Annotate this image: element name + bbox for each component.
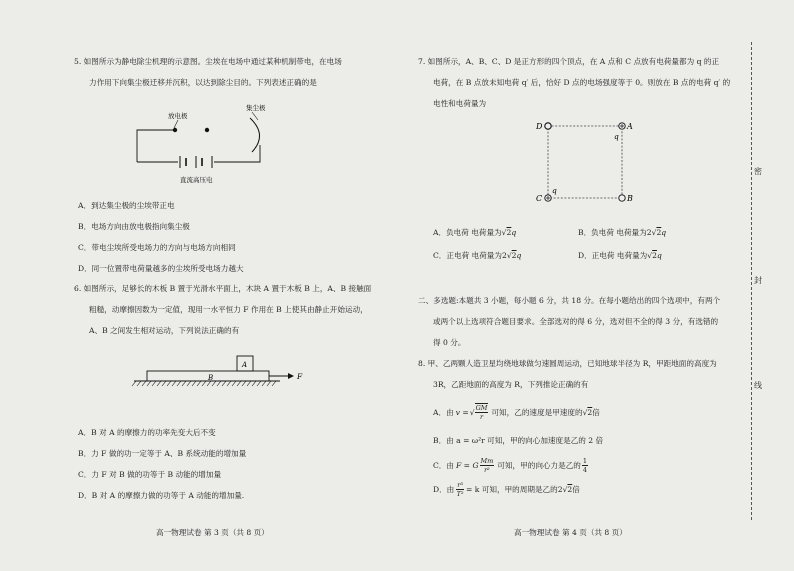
ground-hatch-line [137,381,141,386]
sqrt-symbol: √ [647,251,653,260]
ground-hatch-line [192,381,196,386]
ground-hatch-line [162,381,166,386]
ground-hatch-line [252,381,256,386]
ground-hatch-line [272,381,276,386]
q7-d-root: 2 [652,251,657,260]
q7-b-root: 2 [656,228,662,237]
section2-line1: 二、多选题:本题共 3 小题，每小题 6 分，共 18 分。在每小题给出的四个选项中，有两个 [418,296,721,305]
right-page [397,0,794,571]
q5-option-c: C．带电尘埃所受电场力的方向与电场方向相同 [78,243,236,252]
q7-line3: 电性和电荷量为 [433,99,487,108]
q6-line1: 6. 如图所示，足够长的木板 B 置于光滑水平面上，木块 A 置于木板 B 上，A、B 接触面 [74,284,372,293]
ground-hatch-line [177,381,181,386]
q8-option-b: B．由 a = ω²r 可知，甲的向心加速度是乙的 2 倍 [433,436,604,445]
q5-option-d: D．同一位置带电荷量越多的尘埃所受电场力越大 [78,264,244,273]
power-supply-label: 直流高压电 [180,176,213,184]
ground-hatch-line [147,381,151,386]
q7-line1: 7. 如图所示，A、B、C、D 是正方形的四个顶点，在 A 点和 C 点放有电荷量都为 q 的正 [418,57,720,66]
ground-hatch-line [202,381,206,386]
label-b: B [627,194,633,203]
ground-hatch-line [257,381,261,386]
q7-line2: 电荷，在 B 点放未知电荷 q′ 后，恰好 D 点的电场强度等于 0。则放在 B 点的电荷 q′ 的 [433,78,731,87]
margin-label-feng: 封 [754,276,762,285]
binding-dashed-line [751,42,752,520]
q8-c-num: Mm [480,456,494,465]
q7-c-coef: 2 [501,251,507,260]
q8-c-pre: C．由 [433,460,454,470]
sqrt-symbol: √ [506,251,512,260]
ground-hatch-line [142,381,146,386]
point-d [545,123,551,129]
q8-c-lhs: F = G [456,460,479,470]
collector-electrode-label: 集尘极 [246,104,266,112]
board-b-label: B [208,374,214,382]
q8-d-pre: D．由 [433,484,455,494]
q8-a-root: 2 [587,407,593,417]
q8-d-den: T² [456,489,464,498]
ground-hatch-line [157,381,161,386]
q8-a-fraction [475,403,489,421]
q8-option-a [433,399,600,425]
q8-d-tail: 倍 [572,484,580,494]
ground-hatch-line [167,381,171,386]
ground-hatch-line [172,381,176,386]
point-b [619,195,625,201]
sqrt-symbol: √ [582,407,588,417]
q5-option-a: A．到达集尘极的尘埃带正电 [78,201,175,210]
q8-d-mid: = k 可知，甲的周期是乙的 [466,484,558,494]
q6-line2: 粗糙，动摩擦因数为一定值，现用一水平恒力 F 作用在 B 上使其由静止开始运动， [89,305,368,314]
q8-a-den: r [479,413,484,421]
discharge-electrode-label: 放电极 [168,112,188,120]
q7-a-prefix: A．负电荷 电荷量为 [433,228,502,237]
q7-option-d [578,251,662,261]
q8-c-result-fraction [582,457,588,474]
q5-line1: 5. 如图所示为静电除尘机理的示意图。尘埃在电场中通过某种机制带电，在电场 [74,57,342,66]
q6-option-c: C．力 F 对 B 做的功等于 B 动能的增加量 [78,470,222,479]
ground-hatch-line [227,381,231,386]
sqrt-symbol: √ [562,484,568,494]
q7-c-prefix: C．正电荷 电荷量为 [433,251,502,260]
q8-c-den: r² [484,465,490,474]
label-d: D [536,122,543,131]
q7-a-suffix: q [511,228,517,237]
ground-hatch-line [197,381,201,386]
ground-hatch-line [267,381,271,386]
margin-label-xian: 线 [754,381,762,390]
q7-b-suffix: q [661,228,667,237]
q7-c-suffix: q [516,251,522,260]
margin-label-mi: 密 [754,167,762,176]
ground-hatch-line [182,381,186,386]
ground-hatch-line [247,381,251,386]
ground-hatch-line [262,381,266,386]
label-a: A [627,122,633,131]
q8-c-fraction [480,457,495,474]
section2-line2: 或两个以上选项符合题目要求。全部选对的得 6 分，选对但不全的得 3 分，有选错的 [433,317,719,326]
ground-hatch-line [187,381,191,386]
sqrt-symbol: √ [651,228,657,237]
q8-a-tail: 倍 [592,407,600,417]
ground-hatch-line [237,381,241,386]
q6-option-d: D．B 对 A 的摩擦力做的功等于 A 动能的增加量. [78,491,245,500]
sqrt-symbol: √ [469,407,475,417]
q6-option-b: B．力 F 做的功一定等于 A、B 系统动能的增加量 [78,449,247,458]
right-page-footer: 高一物理试卷 第 4 页（共 8 页） [514,528,627,537]
q7-d-suffix: q [656,251,662,260]
q6-option-a: A．B 对 A 的摩擦力的功率先变大后不变 [78,428,216,437]
sqrt-symbol: √ [501,228,507,237]
q8-a-post: 可知，乙的速度是甲速度的 [491,407,583,417]
q7-b-coef: 2 [646,228,652,237]
q8-line2: 3R，乙距地面的高度为 R，下列推论正确的有 [433,380,589,389]
q8-a-lhs: v = [455,407,469,417]
ground-hatch-line [217,381,221,386]
q7-c-root: 2 [511,251,517,260]
left-page-footer: 高一物理试卷 第 3 页（共 8 页） [156,528,269,537]
ground-hatch-line [242,381,246,386]
q8-line1: 8. 甲、乙两颗人造卫星均绕地球做匀速圆周运动，已知地球半径为 R，甲距地面的高度为 [418,359,717,368]
q7-option-b [578,228,666,238]
q7-a-root: 2 [506,228,512,237]
q6-board-block-diagram [130,350,310,395]
q7-b-prefix: B．负电荷 电荷量为 [578,228,647,237]
q8-d-coef: 2 [557,484,563,494]
q6-line3: A、B 之间发生相对运动，下列说法正确的有 [89,326,240,335]
q8-a-pre: A．由 [433,407,454,417]
q7-square-diagram [534,116,644,208]
q7-d-prefix: D．正电荷 电荷量为 [578,251,648,260]
q8-a-num: GM [475,404,488,412]
q8-option-c [433,453,588,477]
q8-d-root: 2 [567,484,573,494]
q5-line2: 力作用下向集尘极迁移并沉积，以达到除尘目的。下列表述正确的是 [89,78,317,87]
q8-option-d [433,477,580,501]
ground-hatch-line [152,381,156,386]
ground-hatch-line [222,381,226,386]
q7-option-c [433,251,521,261]
label-qc: q [552,186,557,195]
section2-line3: 得 0 分。 [433,338,466,347]
force-f-label: F [297,372,303,381]
ground-hatch-line [232,381,236,386]
q5-electrostatic-diagram [130,100,290,190]
label-c: C [536,194,543,203]
q8-c-fnum: 1 [582,456,588,465]
q8-c-post: 可知，甲的向心力是乙的 [497,460,581,470]
q8-d-num: r³ [457,480,463,489]
q8-d-fraction [456,481,464,498]
ground-hatch-line [132,381,136,386]
label-qa: q [614,132,619,141]
q5-option-b: B．电场方向由放电极指向集尘极 [78,222,190,231]
q7-option-a [433,228,516,238]
block-a-label: A [242,361,248,369]
q8-c-fden: 4 [582,465,588,474]
